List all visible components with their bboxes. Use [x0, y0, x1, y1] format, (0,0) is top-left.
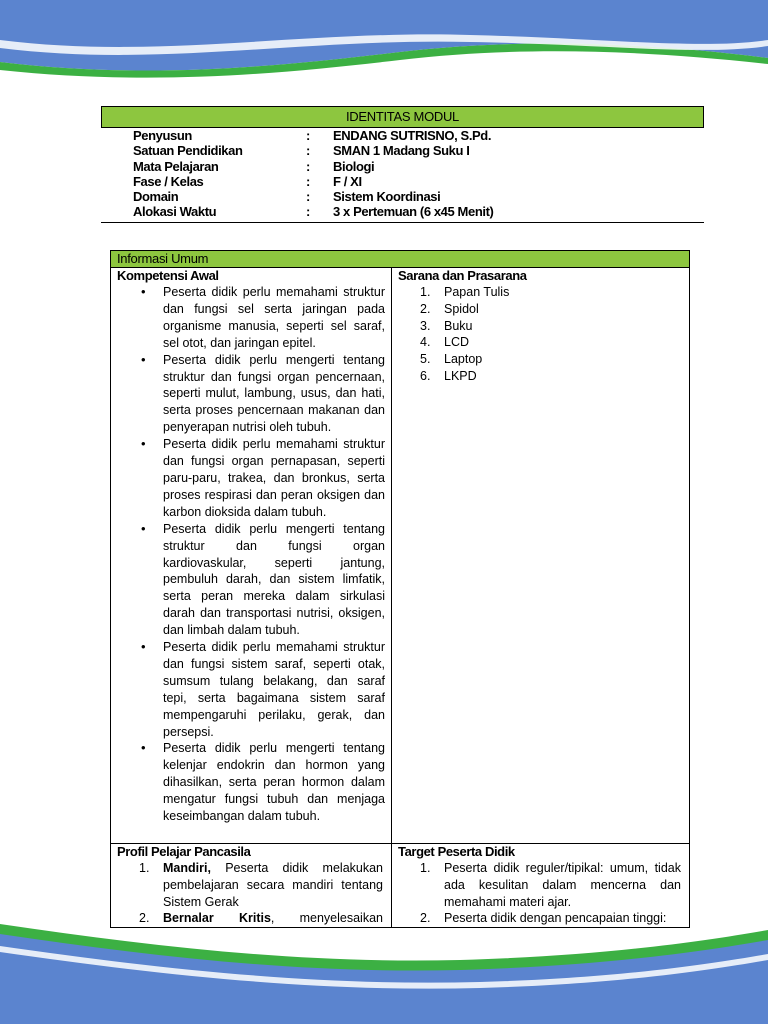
list-item: • Peserta didik perlu memahami struktur dan fungsi sistem saraf, seperti otak, sumsum tulang belakang, dan saraf tepi, serta bagaimana sistem saraf mempengaruhi perilaku, gerak, dan persepsi. — [111, 639, 391, 740]
list-item — [392, 351, 689, 368]
list-item: • Peserta didik perlu mengerti tentang struktur dan fungsi organ pencernaan, seperti mulut, lambung, usus, dan hati, serta proses pencernaan makanan dan penyerapan nutrisi oleh tubuh. — [111, 352, 391, 437]
informasi-umum-header: Informasi Umum — [111, 251, 689, 268]
profil-list — [111, 860, 391, 927]
list-text: Spidol — [444, 301, 479, 316]
identitas-label: Domain — [133, 189, 179, 205]
table-row — [111, 844, 689, 928]
list-number: 1. — [420, 861, 431, 875]
kompetensi-list — [111, 284, 391, 825]
identitas-separator: : — [306, 143, 310, 159]
list-number: 2. — [139, 911, 150, 926]
identitas-label: Satuan Pendidikan — [133, 143, 243, 159]
list-item — [392, 368, 689, 385]
list-item — [392, 318, 689, 335]
identitas-row — [101, 204, 704, 219]
list-text: Laptop — [444, 352, 483, 367]
profil-pelajar-title: Profil Pelajar Pancasila — [117, 844, 251, 859]
list-text: LCD — [444, 335, 470, 350]
list-item: • Peserta didik perlu memahami struktur dan fungsi sel serta jaringan pada organisme manusia, seperti sel saraf, sel otot, dan jaringan epitel. — [111, 284, 391, 352]
list-bold-text: Bernalar Kritis — [163, 911, 271, 926]
list-item — [392, 860, 689, 910]
identitas-row — [101, 128, 704, 143]
kompetensi-awal-cell — [111, 268, 392, 850]
list-number: 6. — [420, 368, 431, 383]
list-text: LKPD — [444, 368, 477, 383]
list-number: 1. — [420, 285, 431, 299]
list-number: 3. — [420, 318, 431, 333]
list-text: Papan Tulis — [444, 285, 510, 299]
identitas-modul-header: IDENTITAS MODUL — [101, 106, 704, 128]
list-number: 2. — [420, 911, 431, 926]
identitas-row — [101, 174, 704, 189]
list-text: Peserta didik dengan pencapaian tinggi: — [444, 911, 667, 926]
kompetensi-awal-title: Kompetensi Awal — [117, 268, 219, 283]
list-item: • Peserta didik perlu mengerti tentang kelenjar endokrin dan hormon yang dihasilkan, serta peran hormon dalam mengatur fungsi tubuh dan menjaga keseimbangan dalam tubuh. — [111, 740, 391, 825]
list-number: 1. — [139, 861, 150, 875]
identitas-row — [101, 143, 704, 158]
list-item — [392, 334, 689, 351]
top-wave-decoration — [0, 0, 768, 90]
identitas-separator: : — [306, 128, 310, 143]
target-peserta-cell — [392, 844, 689, 928]
target-peserta-title: Target Peserta Didik — [398, 844, 515, 859]
identitas-label: Penyusun — [133, 128, 192, 143]
list-text: , menyelesaikan — [270, 911, 383, 926]
identitas-value: 3 x Pertemuan (6 x45 Menit) — [333, 204, 494, 220]
identitas-separator: : — [306, 189, 310, 205]
sarana-prasarana-cell — [392, 268, 689, 850]
identitas-modul-section — [101, 106, 704, 223]
identitas-value: Sistem Koordinasi — [333, 189, 441, 205]
list-item — [392, 301, 689, 318]
identitas-value: ENDANG SUTRISNO, S.Pd. — [333, 128, 492, 143]
list-text: Peserta didik melakukan pembelajaran secara mandiri tentang Sistem Gerak — [163, 861, 383, 909]
identitas-value: Biologi — [333, 158, 375, 174]
list-number: 4. — [420, 335, 431, 350]
identitas-label: Mata Pelajaran — [133, 158, 219, 174]
bottom-wave-decoration — [0, 924, 768, 1024]
list-item: • Peserta didik perlu memahami struktur dan fungsi organ pernapasan, seperti paru-paru, trakea, dan bronkus, serta proses respirasi dan peran oksigen dan karbon dioksida dalam tubuh. — [111, 436, 391, 521]
list-number: 2. — [420, 301, 431, 316]
list-item — [392, 284, 689, 301]
informasi-umum-table — [110, 250, 690, 928]
sarana-prasarana-title: Sarana dan Prasarana — [398, 268, 527, 283]
identitas-row — [101, 189, 704, 204]
list-item — [111, 860, 391, 910]
identitas-label: Alokasi Waktu — [133, 204, 217, 220]
list-text: Buku — [444, 318, 473, 333]
identitas-row — [101, 159, 704, 174]
identitas-separator: : — [306, 204, 310, 220]
list-bold-text: Mandiri, — [163, 861, 211, 875]
table-row — [111, 268, 689, 850]
identitas-separator: : — [306, 173, 310, 189]
list-item: • Peserta didik perlu mengerti tentang struktur dan fungsi organ kardiovaskular, seperti jantung, pembuluh darah, dan sistem limfatik, serta peran mereka dalam sirkulasi darah dan transportasi nutrisi, oksigen, dan limbah dalam tubuh. — [111, 521, 391, 639]
identitas-rows — [101, 128, 704, 223]
profil-pelajar-cell — [111, 844, 392, 928]
identitas-value: F / XI — [333, 173, 362, 189]
identitas-label: Fase / Kelas — [133, 173, 204, 189]
identitas-separator: : — [306, 158, 310, 174]
identitas-value: SMAN 1 Madang Suku I — [333, 143, 470, 159]
target-list — [392, 860, 689, 927]
list-text: Peserta didik reguler/tipikal: umum, tidak ada kesulitan dalam mencerna dan memahami materi ajar. — [444, 861, 681, 909]
sarana-list — [392, 284, 689, 385]
list-number: 5. — [420, 352, 431, 367]
